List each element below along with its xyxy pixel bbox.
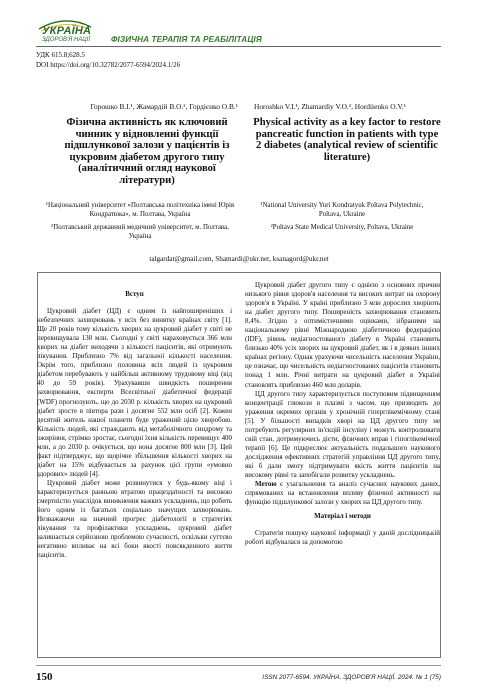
paragraph-aim (245, 480, 440, 507)
section-title: ФІЗИЧНА ТЕРАПІЯ ТА РЕАБІЛІТАЦІЯ (111, 35, 262, 44)
authors-en: Horoshko V.I.¹, Zhamardiy V.O.², Hordiienko O.V.¹ (254, 102, 406, 111)
affiliation-2-ua: ²Полтавський державний медичний університет, м. Полтава, Україна (51, 224, 229, 240)
authors-ua: Горошко В.І.¹, Жамардій В.О.², Гордієнко О.В.¹ (90, 102, 238, 111)
affiliation-1-ua: ¹Національний університет «Полтавська політехніка імені Юрія Кондратюка», м. Полтава, Україна (45, 202, 235, 218)
page-header (0, 0, 478, 44)
aim-text: є узагальнення та аналіз сучасних наукових даних, спрямованих на встановлення впливу фізичної активності на функцію підшлункової залози у хворих на ЦД другого типу. (245, 480, 440, 507)
article-title-ua: Фізична активність як ключовий чинник у відновленні функції підшлункової залози у пацієнтів із цукровим діабетом другого типу (аналітичний огляд наукової літератури) (64, 117, 230, 186)
paragraph: Цукровий діабет (ЦД) є одним із найпоширеніших і небезпечних захворювань у всіх без винятку країнах світу [1]. Ще 20 років тому кількість хворих на цукровий діабет у світі не перевищувала 130 млн. Сьогодні у світі нараховується 366 млн хворих на діабет виходячи з кількості пацієнтів, які отримують лікування. Приблизно 7% від загальної кількості населення. Окрім того, приблизно половина всіх людей із цукровим діабетом перебувають у найбільш активному трудовому віці (від 40 до 59 років). Урахувавши швидкість поширення захворювання, експерти Всесвітньої діабетичної федерації (WDF) прогнозують, що до 2030 р. кількість хворих на цукровий діабет зросте в півтора рази і досягне 552 млн осіб [2]. Кожен десятий житель нашої планети буде уражений цією хворобою. Кількість людей, які страждають від метаболічного синдрому та ожиріння, стрімко зростає, сьогодні їхня кількість перевищує 400 млн, а до 2030 р. очікується, що вона досягне 800 млн [3]. Цей факт підтверджує, що щорічне збільшення кількості хворих на діабет на 15% відбувається за рахунок цієї групи «умовно здорових» людей [4]. (37, 307, 232, 478)
heading-methods: Матеріал і методи (314, 512, 371, 521)
journal-logo (36, 17, 94, 47)
heading-intro: Вступ (125, 290, 144, 298)
author-emails: talgardat@gmail.com, Shamardi@ukr.net, ksanagord@ukr.net (149, 255, 329, 263)
header-divider (36, 46, 441, 47)
body-column-right (245, 281, 440, 547)
paragraph: ЦД другого типу характеризується поступовим підвищенням концентрації глюкози в плазмі з часом, що призводить до ураження окремих органів у хронічній гіперглікемічному стані [5]. У більшості випадків хворі на ЦД другого типу не потребують регулярних ін'єкцій інсуліну і можуть контролювати свій стан, дотримуючись дієти, фізичних вправ і гіпоглікемічної терапії [6]. Це підкреслює актуальність подальшого наукового дослідження ефективних стратегій управління ЦД другого типу, які б дали змогу підтримувати якість життя пацієнтів на високому рівні та запобігали розвитку ускладнень. (245, 389, 440, 479)
affiliation-1-en: ¹National University Yuri Kondratyuk Poltava Polytechnic, Poltava, Ukraine (260, 202, 424, 218)
affiliation-2-en: ²Poltava State Medical University, Poltava, Ukraine (270, 224, 414, 231)
logo-subtitle: ЗДОРОВ'Я НАЦІЇ (42, 37, 90, 43)
aim-lead: Метою (255, 480, 277, 489)
udc-code: УДК 615.8;628.5 (36, 51, 85, 59)
logo-title: УКРАЇНА (42, 25, 92, 37)
paragraph: Стратегія пошуку наукової інформації у даній дослідницькій роботі відбувалася за допомогою (245, 529, 440, 547)
body-column-left (37, 285, 232, 560)
paragraph: Цукровий діабет другого типу є однією з основних причин низького рівня здоров'я населення та високих витрат на охорону здоров'я в Україні. У країні приблизно 3 млн дорослих хворіють на діабет другого типу. Поширеність захворювання становить 8,4%. Згідно з оптимістичними оцінками, зібраними на національному рівні Міжнародною діабетичною федерацією (IDF), рівень недіагностованого діабету в Україні становить близько 40% усіх хворих на цукровий діабет, як і в деяких інших країнах регіону. Однак урахуючи чисельність населення України, це означає, що чисельність недіагностованих пацієнтів становить понад 1 млн. Річні витрати на цукровий діабет в Україні становлять приблизно 460 млн доларів. (245, 281, 440, 389)
footer-divider (36, 665, 441, 666)
doi-link[interactable]: DOI https://doi.org/10.32782/2077-6594/2024.1/26 (36, 61, 181, 69)
journal-footer: ISSN 2077-6594. УКРАЇНА. ЗДОРОВ'Я НАЦІЇ. 2024. № 1 (75) (262, 674, 441, 681)
article-title-en: Physical activity as a key factor to restore pancreatic function in patients with type 2 diabetes (analytical review of scientific literature) (253, 117, 441, 163)
paragraph: Цукровий діабет може розвинутися у будь-якому віці і характеризується ранньою втратою працездатності та високою смертністю унаслідок виникнення важких ускладнень, що робить його одним із багатьох соціально значущих захворювань. Незважаючи на значний прогрес діабетології в стратегіях лікування та профілактики ускладнень, цукровий діабет залишається серйозною проблемою сучасності, оскільки суттєво негативно впливає на всі боки якості повсякденного життя пацієнтів. (37, 478, 232, 560)
page-number: 150 (36, 671, 53, 683)
